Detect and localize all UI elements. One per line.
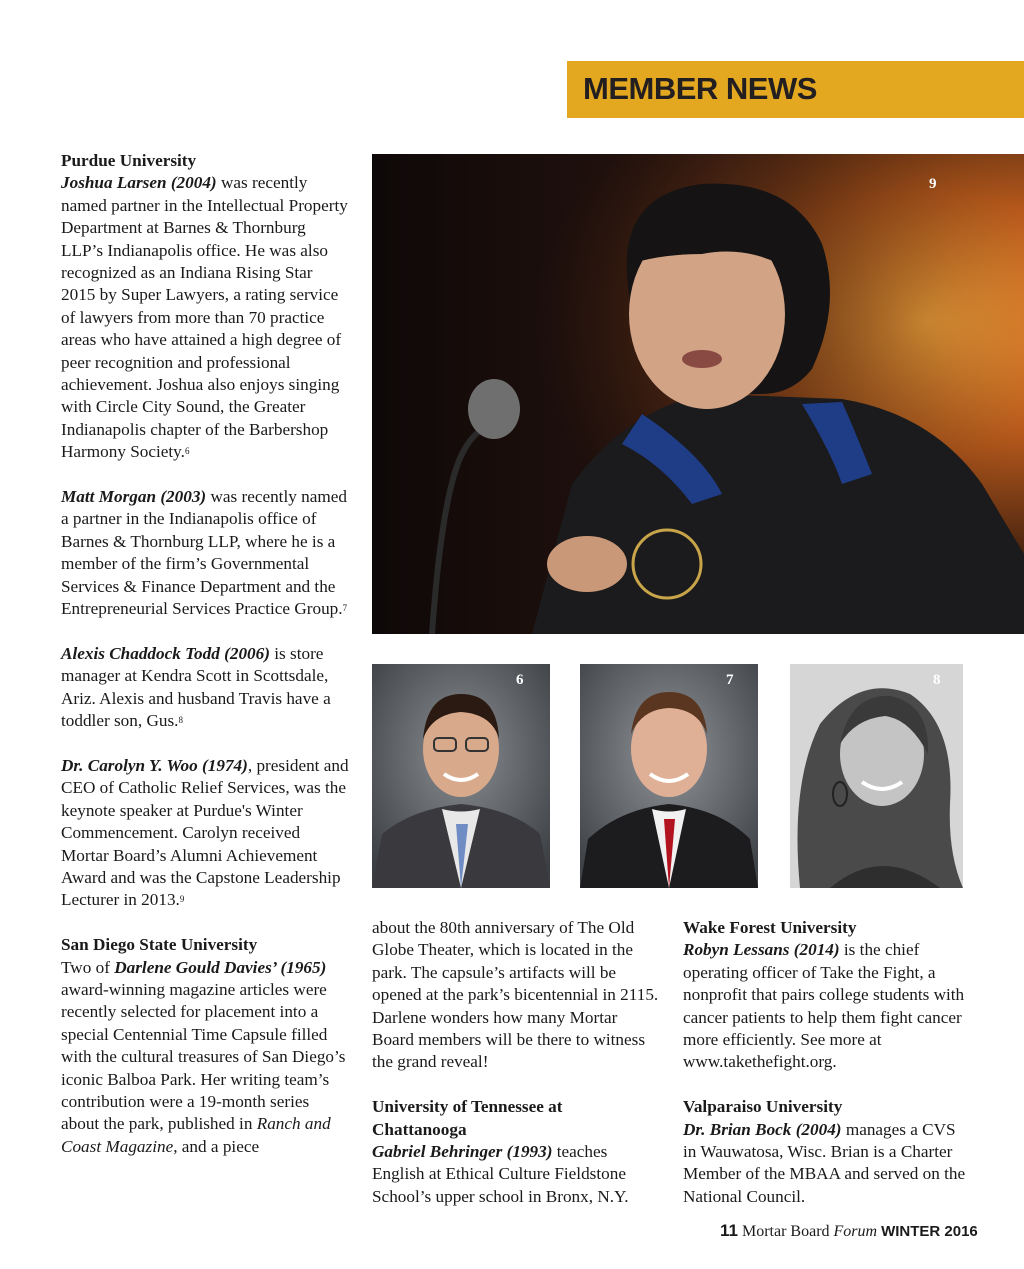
purdue-heading: Purdue University — [61, 151, 197, 170]
portrait-6-image — [372, 664, 550, 888]
portrait-8-image — [790, 664, 963, 888]
portrait-7-image — [580, 664, 758, 888]
utc-heading: University of Tennessee at Chattanooga — [372, 1097, 563, 1139]
photo-number-9: 9 — [929, 176, 937, 192]
column-3 — [683, 917, 973, 1208]
publication-name-italic: Forum — [833, 1223, 878, 1240]
todd-entry — [61, 643, 351, 733]
davies-end: , and a piece — [173, 1136, 260, 1156]
page-number: 11 — [720, 1221, 738, 1240]
behringer-name: Gabriel Behringer (1993) — [372, 1142, 553, 1162]
main-photo — [372, 154, 1024, 634]
woo-ref: 9 — [179, 894, 185, 905]
davies-continued: about the 80th anniversary of The Old Globe Theater, which is located in the park. The capsule’s artifacts will be opened at the park’s bicentennial in 2115. Darlene wonders how many Mortar Board members will be there to witness the grand reveal! — [372, 918, 659, 1072]
portrait-8 — [790, 664, 963, 888]
davies-entry — [61, 957, 351, 1159]
davies-text: award-winning magazine articles were recently selected for placement into a special Centennial Time Capsule filled with the cultural treasures of San Diego’s iconic Balboa Park. Her writing team’s contribution were a 19-month series about the park, published in — [61, 979, 346, 1134]
larsen-ref: 6 — [184, 446, 190, 457]
davies-pre: Two of — [61, 957, 115, 977]
davies-name: Darlene Gould Davies’ (1965) — [114, 957, 327, 977]
bock-text: manages a CVS in Wauwatosa, Wisc. Brian is a Charter Member of the MBAA and served on the National Council. — [683, 1119, 966, 1206]
column-2 — [372, 917, 659, 1208]
woo-text: , president and CEO of Catholic Relief Services, was the keynote speaker at Purdue's Winter Commencement. Carolyn received Mortar Board’s Alumni Achievement Award and was the Capstone Leadership Lecturer in 2013. — [61, 755, 349, 910]
todd-ref: 8 — [178, 715, 183, 726]
speaker-photo — [372, 154, 1024, 634]
todd-name: Alexis Chaddock Todd (2006) — [61, 643, 270, 663]
column-1 — [61, 150, 351, 1158]
portrait-6 — [372, 664, 550, 888]
morgan-name: Matt Morgan (2003) — [61, 487, 207, 507]
larsen-name: Joshua Larsen (2004) — [61, 173, 217, 193]
larsen-entry — [61, 172, 351, 463]
behringer-text: teaches English at Ethical Culture Fieldstone School’s upper school in Bronx, N.Y. — [372, 1142, 629, 1206]
photo-number-7: 7 — [726, 672, 734, 688]
bock-name: Dr. Brian Bock (2004) — [683, 1119, 842, 1139]
section-title: MEMBER NEWS — [583, 71, 817, 106]
lessans-text: is the chief operating officer of Take the Fight, a nonprofit that pairs college students with cancer patients to help them fight cancer more efficiently. See more at www.takethefight.org. — [683, 940, 965, 1072]
section-banner — [567, 61, 1024, 118]
publication-name: Mortar Board — [741, 1223, 830, 1240]
morgan-entry — [61, 486, 351, 620]
bock-entry — [683, 1119, 973, 1209]
portrait-7 — [580, 664, 758, 888]
larsen-text: was recently named partner in the Intellectual Property Department at Barnes & Thornburg LLP’s Indianapolis office. He was also recognized as an Indiana Rising Star 2015 by Super Lawyers, a rating service of lawyers from more than 70 practice areas who have attained a high degree of peer recognition and professional achievement. Joshua also enjoys singing with Circle City Sound, the Greater Indianapolis chapter of the Barbershop Harmony Society. — [61, 173, 348, 462]
wf-heading: Wake Forest University — [683, 918, 857, 937]
woo-entry — [61, 755, 351, 912]
photo-number-8: 8 — [933, 672, 941, 688]
page-footer — [720, 1221, 978, 1241]
morgan-ref: 7 — [342, 603, 348, 614]
lessans-name: Robyn Lessans (2014) — [683, 940, 840, 960]
woo-name: Dr. Carolyn Y. Woo (1974) — [61, 755, 248, 775]
davies-magazine: Ranch and Coast Magazine — [61, 1114, 331, 1156]
lessans-entry — [683, 939, 973, 1073]
todd-text: is store manager at Kendra Scott in Scottsdale, Ariz. Alexis and husband Travis have a toddler son, Gus. — [61, 643, 331, 731]
photo-number-6: 6 — [516, 672, 524, 688]
morgan-text: was recently named a partner in the Indianapolis office of Barnes & Thornburg LLP, where he is a member of the firm’s Governmental Services & Finance Department and the Entrepreneurial Services Practice Group. — [61, 487, 347, 619]
sdsu-heading: San Diego State University — [61, 935, 258, 955]
behringer-entry — [372, 1141, 659, 1208]
valpo-heading: Valparaiso University — [683, 1097, 843, 1117]
edition: WINTER 2016 — [881, 1223, 978, 1240]
